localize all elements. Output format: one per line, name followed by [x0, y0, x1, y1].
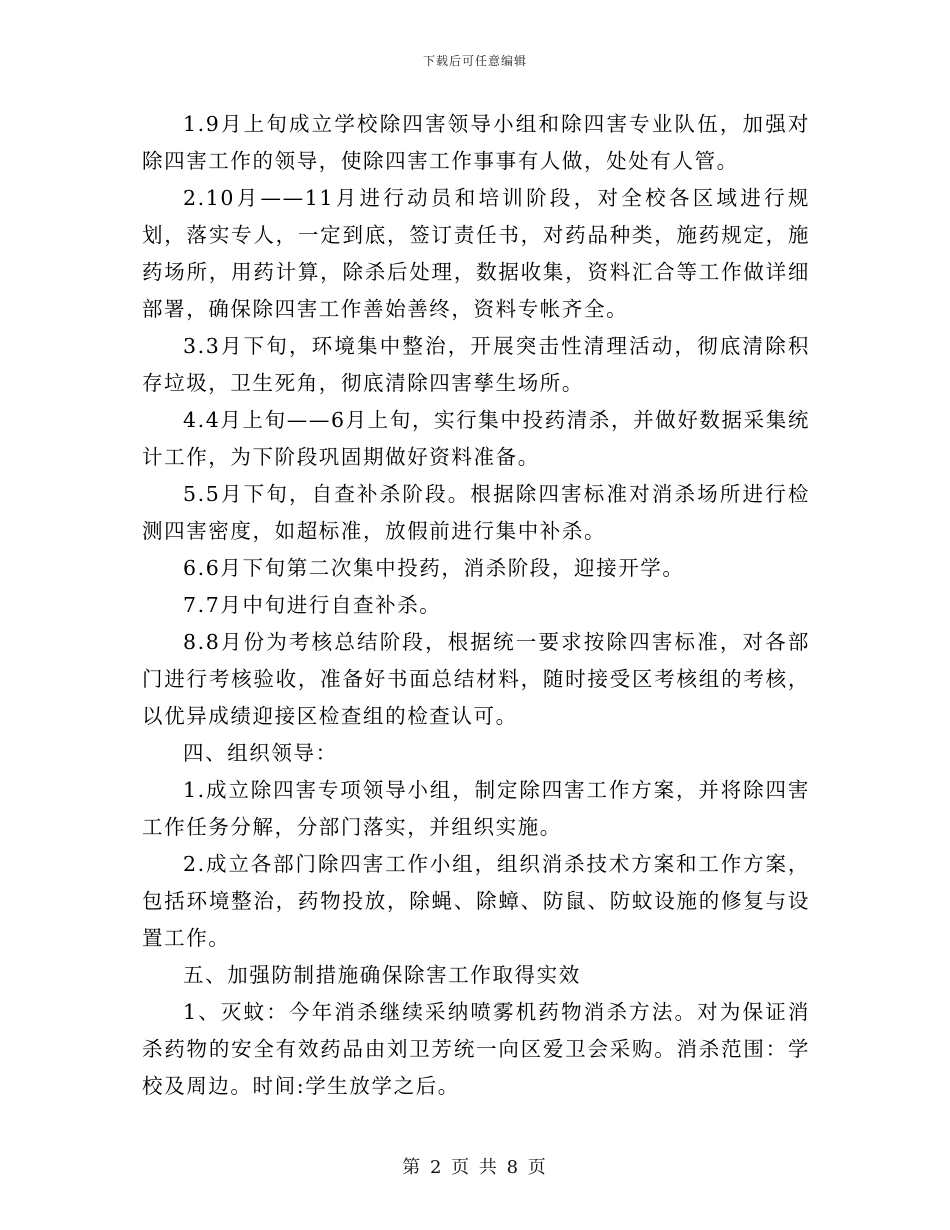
document-body: [142, 106, 810, 1105]
page-number-footer: 第 2 页 共 8 页: [402, 1157, 548, 1178]
paragraph-plan-step-4: 4.4月上旬——6月上旬，实行集中投药清杀，并做好数据采集统计工作，为下阶段巩固期做好资料准备。: [142, 408, 810, 469]
paragraph-plan-step-2: 2.10月——11月进行动员和培训阶段，对全校各区域进行规划，落实专人，一定到底，签订责任书，对药品种类，施药规定，施药场所，用药计算，除杀后处理，数据收集，资料汇合等工作做详细部署，确保除四害工作善始善终，资料专帐齐全。: [142, 186, 810, 321]
paragraph-plan-step-3: 3.3月下旬，环境集中整治，开展突击性清理活动，彻底清除积存垃圾，卫生死角，彻底清除四害孳生场所。: [142, 334, 810, 395]
section-heading-organization: 四、组织领导：: [183, 741, 338, 765]
section-heading-measures: 五、加强防制措施确保除害工作取得实效: [183, 963, 581, 987]
paragraph-measures-mosquito: 1、灭蚊：今年消杀继续采纳喷雾机药物消杀方法。对为保证消杀药物的安全有效药品由刘卫芳统一向区爱卫会采购。消杀范围：学校及周边。时间:学生放学之后。: [142, 1000, 810, 1098]
paragraph-plan-step-6: 6.6月下旬第二次集中投药，消杀阶段，迎接开学。: [183, 556, 685, 580]
paragraph-organization-1: 1.成立除四害专项领导小组，制定除四害工作方案，并将除四害工作任务分解，分部门落实，并组织实施。: [142, 778, 810, 839]
paragraph-plan-step-1: 1.9月上旬成立学校除四害领导小组和除四害专业队伍，加强对除四害工作的领导，使除四害工作事事有人做，处处有人管。: [142, 112, 810, 173]
paragraph-plan-step-7: 7.7月中旬进行自查补杀。: [183, 593, 442, 617]
header-note: 下载后可任意编辑: [422, 54, 527, 68]
paragraph-plan-step-5: 5.5月下旬，自查补杀阶段。根据除四害标准对消杀场所进行检测四害密度，如超标准，放假前进行集中补杀。: [142, 482, 810, 543]
paragraph-organization-2: 2.成立各部门除四害工作小组，组织消杀技术方案和工作方案，包括环境整治，药物投放，除蝇、除蟑、防鼠、防蚊设施的修复与设置工作。: [142, 852, 810, 950]
paragraph-plan-step-8: 8.8月份为考核总结阶段，根据统一要求按除四害标准，对各部门进行考核验收，准备好书面总结材料，随时接受区考核组的考核，以优异成绩迎接区检查组的检查认可。: [142, 630, 810, 728]
